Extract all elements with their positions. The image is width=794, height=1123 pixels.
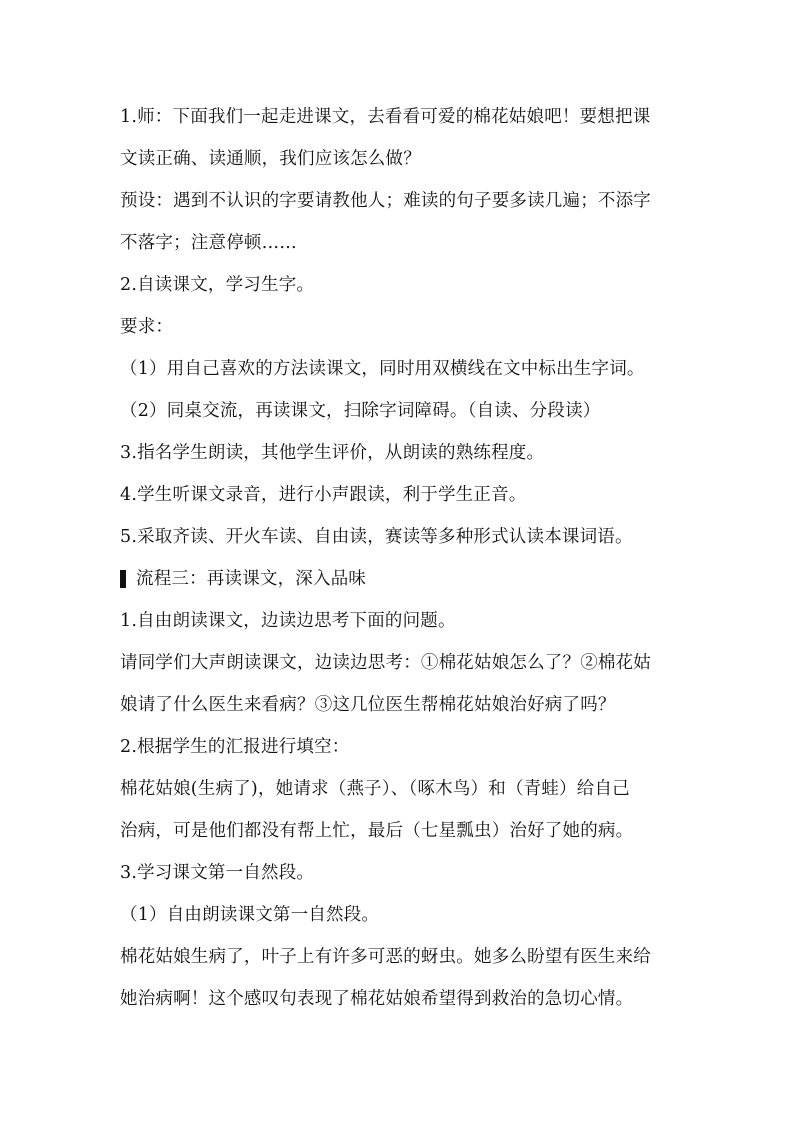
- text-line: 治病，可是他们都没有帮上忙，最后（七星瓢虫）治好了她的病。: [120, 821, 634, 841]
- text-line: 5.采取齐读、开火车读、自由读，赛读等多种形式认读本课词语。: [120, 527, 633, 547]
- text-line: （2）同桌交流，再读课文，扫除字词障碍。（自读、分段读）: [120, 401, 601, 421]
- text-line: 1.自由朗读课文，边读边思考下面的问题。: [120, 611, 456, 631]
- text-line: 文读正确、读通顺，我们应该怎么做？: [120, 149, 421, 169]
- text-line: 要求：: [120, 317, 174, 337]
- text-line: 2.自读课文，学习生字。: [120, 275, 315, 295]
- text-line: 3.学习课文第一自然段。: [120, 863, 315, 883]
- text-line: （1）自由朗读课文第一自然段。: [120, 905, 380, 925]
- text-line: 娘请了什么医生来看病？③这几位医生帮棉花姑娘治好病了吗？: [120, 695, 616, 715]
- text-line: 预设：遇到不认识的字要请教他人；难读的句子要多读几遍；不添字: [120, 191, 651, 211]
- text-line: 3.指名学生朗读，其他学生评价，从朗读的熟练程度。: [120, 443, 545, 463]
- text-line: 不落字；注意停顿……: [120, 233, 297, 253]
- text-line: 1.师：下面我们一起走进课文，去看看可爱的棉花姑娘吧！要想把课: [120, 107, 651, 127]
- text-line: 2.根据学生的汇报进行填空：: [120, 737, 350, 757]
- text-line: 她治病啊！这个感叹句表现了棉花姑娘希望得到救治的急切心情。: [120, 989, 634, 1009]
- text-line: 棉花姑娘生病了，叶子上有许多可恶的蚜虫。她多么盼望有医生来给: [120, 947, 651, 967]
- text-line: （1）用自己喜欢的方法读课文，同时用双横线在文中标出生字词。: [120, 359, 645, 379]
- section-heading: [120, 568, 680, 590]
- text-line: 4.学生听课文录音，进行小声跟读，利于学生正音。: [120, 485, 527, 505]
- text-line: 棉花姑娘(生病了)，她请求（燕子）、（啄木鸟）和（青蛙）给自己: [120, 779, 630, 799]
- heading-bar-icon: [120, 570, 126, 588]
- section-heading-text: 流程三：再读课文，深入品味: [136, 569, 367, 589]
- text-line: 请同学们大声朗读课文，边读边思考：①棉花姑娘怎么了？②棉花姑: [120, 653, 651, 673]
